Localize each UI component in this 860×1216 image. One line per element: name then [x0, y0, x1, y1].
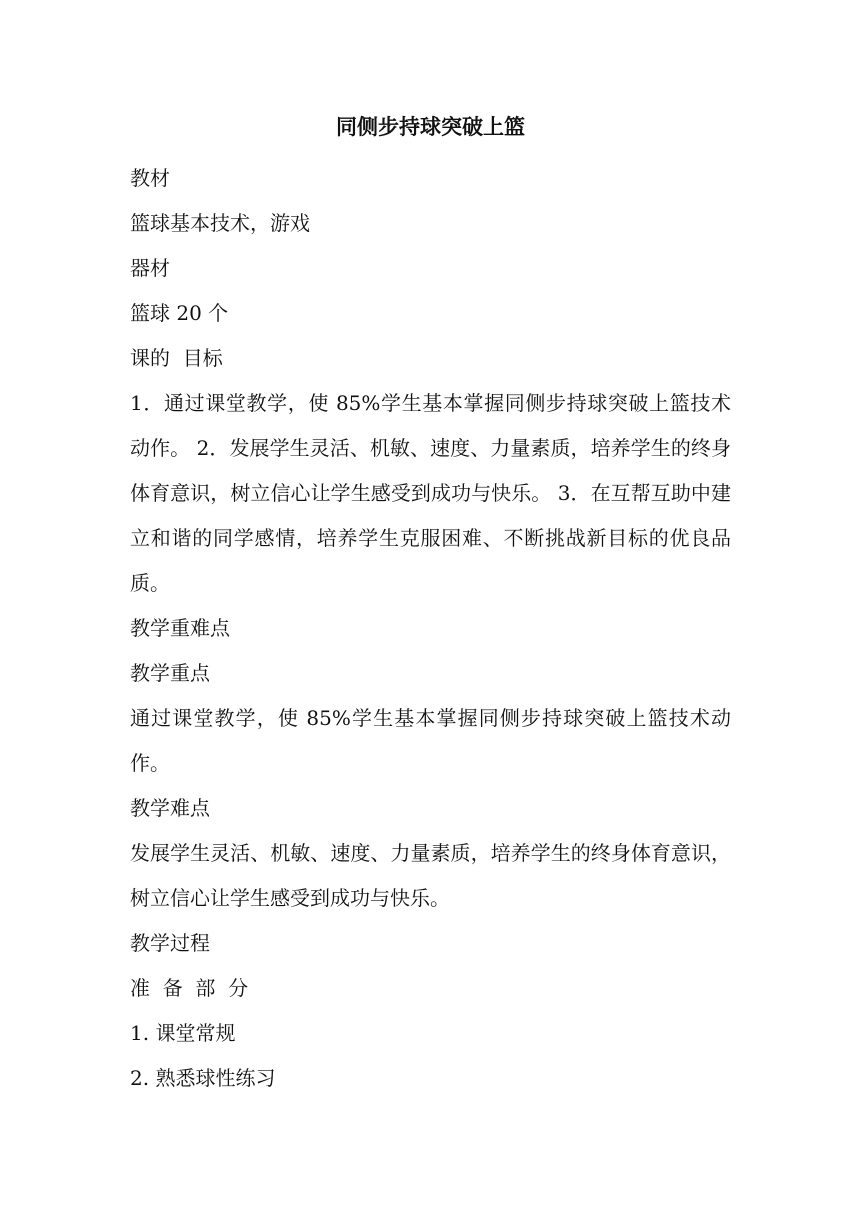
heading-difficult-point: 教学难点: [130, 796, 210, 820]
list-item-ball-familiarity: 2. 熟悉球性练习: [130, 1066, 276, 1090]
list-item-class-routine: 1. 课堂常规: [130, 1021, 236, 1045]
key-point-text: 通过课堂教学，使 85%学生基本掌握同侧步持球突破上篮技术动作。: [130, 706, 731, 775]
heading-key-point: 教学重点: [130, 661, 210, 685]
heading-teaching-process: 教学过程: [130, 931, 210, 955]
heading-lesson-objectives: 课的 目标: [130, 346, 223, 370]
lesson-objectives-text: 1．通过课堂教学，使 85%学生基本掌握同侧步持球突破上篮技术动作。 2．发展学生灵活、机敏、速度、力量素质，培养学生的终身体育意识，树立信心让学生感受到成功与快乐。 3．在互帮互助中建立和谐的同学感情，培养学生克服困难、不断挑战新目标的优良品质。: [130, 391, 731, 595]
heading-equipment: 器材: [130, 256, 170, 280]
teaching-material-text: 篮球基本技术，游戏: [130, 211, 310, 235]
equipment-text: 篮球 20 个: [130, 301, 229, 325]
heading-preparation-part: 准 备 部 分: [130, 976, 249, 1000]
document-title: 同侧步持球突破上篮: [336, 115, 525, 139]
heading-key-difficult-points: 教学重难点: [130, 616, 230, 640]
difficult-point-text: 发展学生灵活、机敏、速度、力量素质，培养学生的终身体育意识，树立信心让学生感受到成功与快乐。: [130, 841, 731, 910]
heading-teaching-material: 教材: [130, 166, 170, 190]
